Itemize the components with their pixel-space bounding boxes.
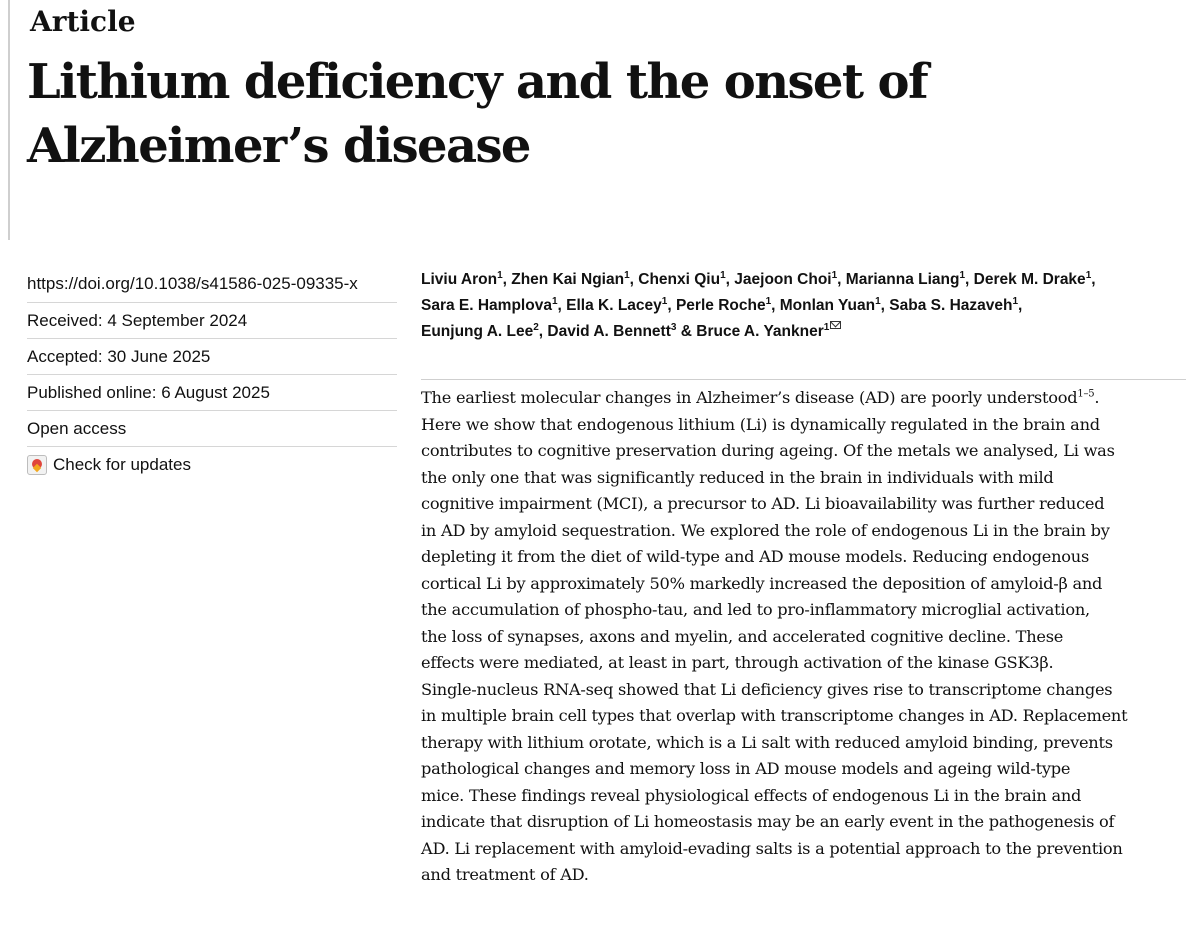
author-affiliation: 1 — [1085, 269, 1092, 281]
citation-superscript[interactable]: 1–5 — [1077, 388, 1095, 400]
author[interactable] — [780, 297, 881, 314]
author-affiliation: 2 — [533, 321, 539, 333]
author-name: Perle Roche — [675, 297, 766, 314]
author-separator: , — [667, 297, 676, 314]
author-list — [421, 267, 1181, 345]
author-affiliation: 1 — [720, 269, 726, 281]
author[interactable] — [889, 297, 1018, 314]
author-separator: & — [676, 323, 697, 340]
open-access-label: Open access — [27, 410, 397, 446]
author-separator: , — [725, 271, 735, 288]
abstract-line: the accumulation of phospho-tau, and led to pro-inflammatory microglial activation, — [421, 600, 1090, 619]
author[interactable] — [421, 297, 558, 314]
abstract-line: in multiple brain cell types that overlap with transcriptome changes in AD. Replacement — [421, 706, 1128, 725]
abstract-line: contributes to cognitive preservation during ageing. Of the metals we analysed, Li was — [421, 441, 1115, 460]
abstract — [421, 385, 1191, 889]
title-line: Alzheimer’s disease — [27, 118, 530, 174]
received-date: Received: 4 September 2024 — [27, 302, 397, 338]
abstract-line: mice. These findings reveal physiological effects of endogenous Li in the brain and — [421, 785, 1082, 805]
check-for-updates-icon — [27, 455, 47, 475]
abstract-line: effects were mediated, at least in part, through activation of the kinase GSK3β. — [421, 653, 1054, 672]
author-name: Derek M. Drake — [973, 271, 1086, 288]
author-name: Monlan Yuan — [779, 297, 876, 314]
author-name: Saba S. Hazaveh — [889, 297, 1013, 314]
author[interactable] — [421, 271, 503, 288]
author-separator: , — [629, 271, 639, 288]
abstract-line: the only one that was significantly reduced in the brain in individuals with mild — [421, 467, 1054, 487]
author-separator: , — [557, 297, 567, 314]
author-name: Marianna Liang — [845, 271, 960, 288]
author[interactable] — [566, 297, 667, 314]
abstract-line: Single-nucleus RNA-seq showed that Li deficiency gives rise to transcriptome changes — [421, 679, 1113, 699]
author-affiliation: 1 — [875, 295, 881, 307]
author-affiliation: 1 — [823, 321, 830, 333]
abstract-line: depleting it from the diet of wild-type and AD mouse models. Reducing endogenous — [421, 547, 1090, 566]
check-for-updates-label: Check for updates — [53, 454, 191, 474]
author[interactable] — [846, 271, 965, 288]
abstract-line: indicate that disruption of Li homeostasis may be an early event in the pathogenesis of — [421, 812, 1115, 831]
author-affiliation: 1 — [1012, 295, 1019, 307]
envelope-icon[interactable] — [830, 321, 841, 329]
title-line: Lithium deficiency and the onset of — [27, 54, 928, 110]
author-separator: , — [1091, 271, 1096, 288]
published-date: Published online: 6 August 2025 — [27, 374, 397, 410]
author-separator: , — [771, 297, 780, 314]
abstract-line: the loss of synapses, axons and myelin, and accelerated cognitive decline. These — [421, 626, 1064, 646]
author-name: Liviu Aron — [421, 271, 498, 288]
author-affiliation: 3 — [670, 321, 677, 333]
author[interactable] — [638, 271, 725, 288]
author[interactable] — [734, 271, 837, 288]
author[interactable] — [676, 297, 771, 314]
abstract-line: AD. Li replacement with amyloid-evading salts is a potential approach to the prevention — [421, 838, 1123, 858]
left-margin-rule — [8, 0, 10, 240]
author[interactable] — [511, 271, 629, 288]
author-name: Jaejoon Choi — [734, 271, 832, 288]
author-affiliation: 1 — [551, 295, 558, 307]
accepted-date: Accepted: 30 June 2025 — [27, 338, 397, 374]
author-name: Sara E. Hamplova — [421, 297, 552, 314]
author-affiliation: 1 — [661, 295, 668, 307]
author[interactable] — [974, 271, 1092, 288]
author-affiliation: 1 — [831, 269, 838, 281]
abstract-divider — [421, 379, 1186, 380]
author-separator: , — [502, 271, 512, 288]
author-separator: , — [880, 297, 890, 314]
author-name: Eunjung A. Lee — [421, 323, 534, 340]
author-separator: , — [1018, 297, 1023, 314]
author[interactable] — [421, 323, 539, 340]
author-separator: , — [965, 271, 974, 288]
author-name: Chenxi Qiu — [638, 271, 721, 288]
abstract-line: therapy with lithium orotate, which is a Li salt with reduced amyloid binding, prevents — [421, 732, 1113, 752]
abstract-line: cortical Li by approximately 50% markedly increased the deposition of amyloid-β and — [421, 573, 1103, 593]
author-name: Bruce A. Yankner — [696, 323, 824, 340]
author-affiliation: 1 — [624, 269, 630, 281]
abstract-line: The earliest molecular changes in Alzheimer’s disease (AD) are poorly understood$^{1-5}$. — [421, 388, 1100, 407]
article-type-label: Article — [30, 5, 136, 38]
abstract-line: in AD by amyloid sequestration. We explored the role of endogenous Li in the brain by — [421, 520, 1110, 540]
author-name: Ella K. Lacey — [566, 297, 662, 314]
author[interactable] — [696, 323, 829, 340]
author-affiliation: 1 — [497, 269, 503, 281]
author-affiliation: 1 — [765, 295, 772, 307]
abstract-line: Here we show that endogenous lithium (Li) is dynamically regulated in the brain and — [421, 414, 1100, 434]
author-separator: , — [837, 271, 846, 288]
abstract-line: cognitive impairment (MCI), a precursor to AD. Li bioavailability was further reduced — [421, 494, 1105, 513]
author-affiliation: 1 — [959, 269, 966, 281]
article-metadata — [27, 266, 397, 482]
author-name: Zhen Kai Ngian — [511, 271, 625, 288]
abstract-line: and treatment of AD. — [421, 865, 589, 884]
doi-link[interactable]: https://doi.org/10.1038/s41586-025-09335-x — [27, 274, 358, 293]
author-name: David A. Bennett — [547, 323, 671, 340]
abstract-line: pathological changes and memory loss in AD mouse models and ageing wild-type — [421, 759, 1071, 778]
author-separator: , — [538, 323, 548, 340]
check-for-updates-link[interactable] — [27, 446, 397, 482]
article-title — [27, 50, 1177, 178]
author[interactable] — [547, 323, 676, 340]
